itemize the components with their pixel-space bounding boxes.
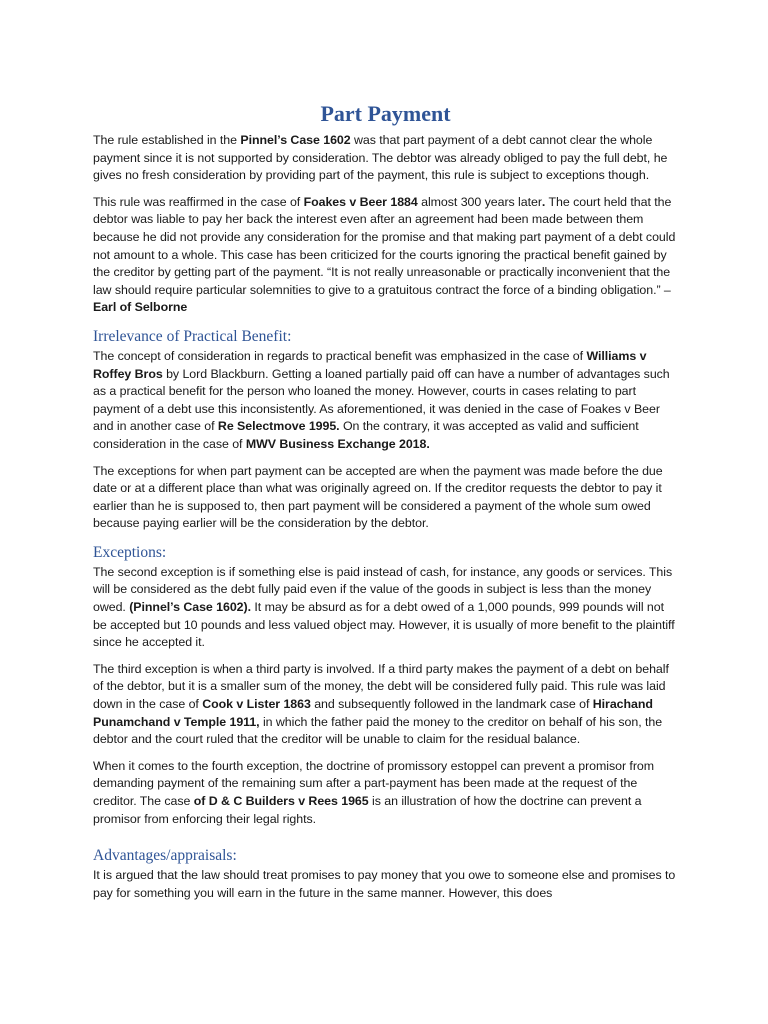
text-run: The rule established in the	[93, 133, 241, 147]
bold-text-run: Earl of Selborne	[93, 300, 188, 315]
bold-text-run: Cook v Lister 1863	[202, 697, 311, 712]
text-run: The third exception is when a third party is involved. If a third party makes the payment of a debt on behalf of the debtor, but it is a smaller sum of the money, the debt will be considered fully paid. This rule was laid down in the case of	[93, 661, 669, 712]
bold-text-run: Hirachand Punamchand v Temple 1911,	[93, 697, 653, 729]
body-paragraph	[93, 867, 678, 902]
text-run: almost 300 years later	[417, 194, 542, 209]
bold-text-run: Williams v Roffey Bros	[93, 348, 647, 381]
bold-text-run: of D & C Builders v Rees 1965	[193, 794, 369, 808]
bold-text-run: Re Selectmove 1995.	[217, 419, 340, 434]
text-run: The court held that the debtor was liable to pay her back the interest even after an agreement had been made between them because he did not provide any consideration for the promise and that making part payment of a debt could not amount to a whole. This case has been criticized for the courts ignoring the practical benefit gained by the creditor by getting part of the payment. “It is not really unreasonable or practically inconvenient that the law should require particular solemnities to give to a gratuitous contract the force of a binding obligation.” –	[93, 194, 676, 297]
document-page	[93, 100, 678, 911]
text-run: It may be absurd as for a debt owed of a 1,000 pounds, 999 pounds will not be accepted but 10 pounds and less valued object may. However, it is usually of more benefit to the plaintiff since he accepted it.	[93, 600, 675, 650]
body-paragraph	[93, 661, 678, 749]
body-paragraph	[93, 564, 678, 652]
body-paragraph	[93, 758, 678, 828]
text-run: The exceptions for when part payment can be accepted are when the payment was made before the due date or at a different place than what was originally agreed on. If the creditor requests the debtor to pay it earlier than he is supposed to, then part payment will be considered a payment of the whole sum owed because paying earlier will be the consideration by the debtor.	[93, 463, 663, 531]
bold-text-run: Pinnel’s Case 1602	[240, 133, 351, 147]
text-run: The concept of consideration in regards to practical benefit was emphasized in the case of	[93, 348, 587, 363]
section-heading: Exceptions:	[93, 543, 167, 561]
body-paragraph	[93, 463, 678, 533]
text-run: was that part payment of a debt cannot clear the whole payment since it is not supported by consideration. The debtor was already obliged to pay the full debt, he gives no fresh consideration by providing part of the payment, this rule is subject to exceptions though.	[93, 133, 668, 183]
text-run: When it comes to the fourth exception, the doctrine of promissory estoppel can prevent a promisor from demanding payment of the remaining sum after a part-payment has been made at the request of the creditor. The case	[93, 758, 655, 808]
text-run: On the contrary, it was accepted as valid and sufficient consideration in the case of	[93, 419, 639, 451]
section-heading: Advantages/appraisals:	[93, 847, 237, 865]
bold-text-run: .	[541, 194, 546, 209]
body-paragraph	[93, 194, 678, 317]
page-title: Part Payment	[320, 101, 451, 126]
bold-text-run: MWV Business Exchange 2018.	[245, 436, 430, 451]
text-run: in which the father paid the money to the creditor on behalf of his son, the debtor and the court ruled that the creditor will be unable to claim for the residual balance.	[93, 714, 663, 747]
text-run: This rule was reaffirmed in the case of	[93, 194, 304, 209]
body-paragraph	[93, 348, 678, 454]
text-run: and subsequently followed in the landmark case of	[310, 697, 593, 712]
text-run: by Lord Blackburn. Getting a loaned partially paid off can have a number of advantages such as a practical benefit for the person who loaned the money. However, courts in cases relating to part payment of a debt use this inconsistently. As aforementioned, it was denied in the case of Foakes v Beer and in another case of	[93, 366, 670, 434]
text-run: It is argued that the law should treat promises to pay money that you owe to someone else and promises to pay for something you will earn in the future in the same manner. However, this does	[93, 868, 676, 900]
text-run: is an illustration of how the doctrine can prevent a promisor from enforcing their legal rights.	[93, 794, 642, 826]
text-run: The second exception is if something else is paid instead of cash, for instance, any goods or services. This will be considered as the debt fully paid even if the value of the goods in subject is less than the money owed.	[93, 564, 673, 615]
section-heading: Irrelevance of Practical Benefit:	[93, 327, 292, 345]
bold-text-run: (Pinnel’s Case 1602).	[129, 600, 251, 615]
bold-text-run: Foakes v Beer 1884	[303, 194, 418, 209]
body-paragraph	[93, 132, 678, 185]
